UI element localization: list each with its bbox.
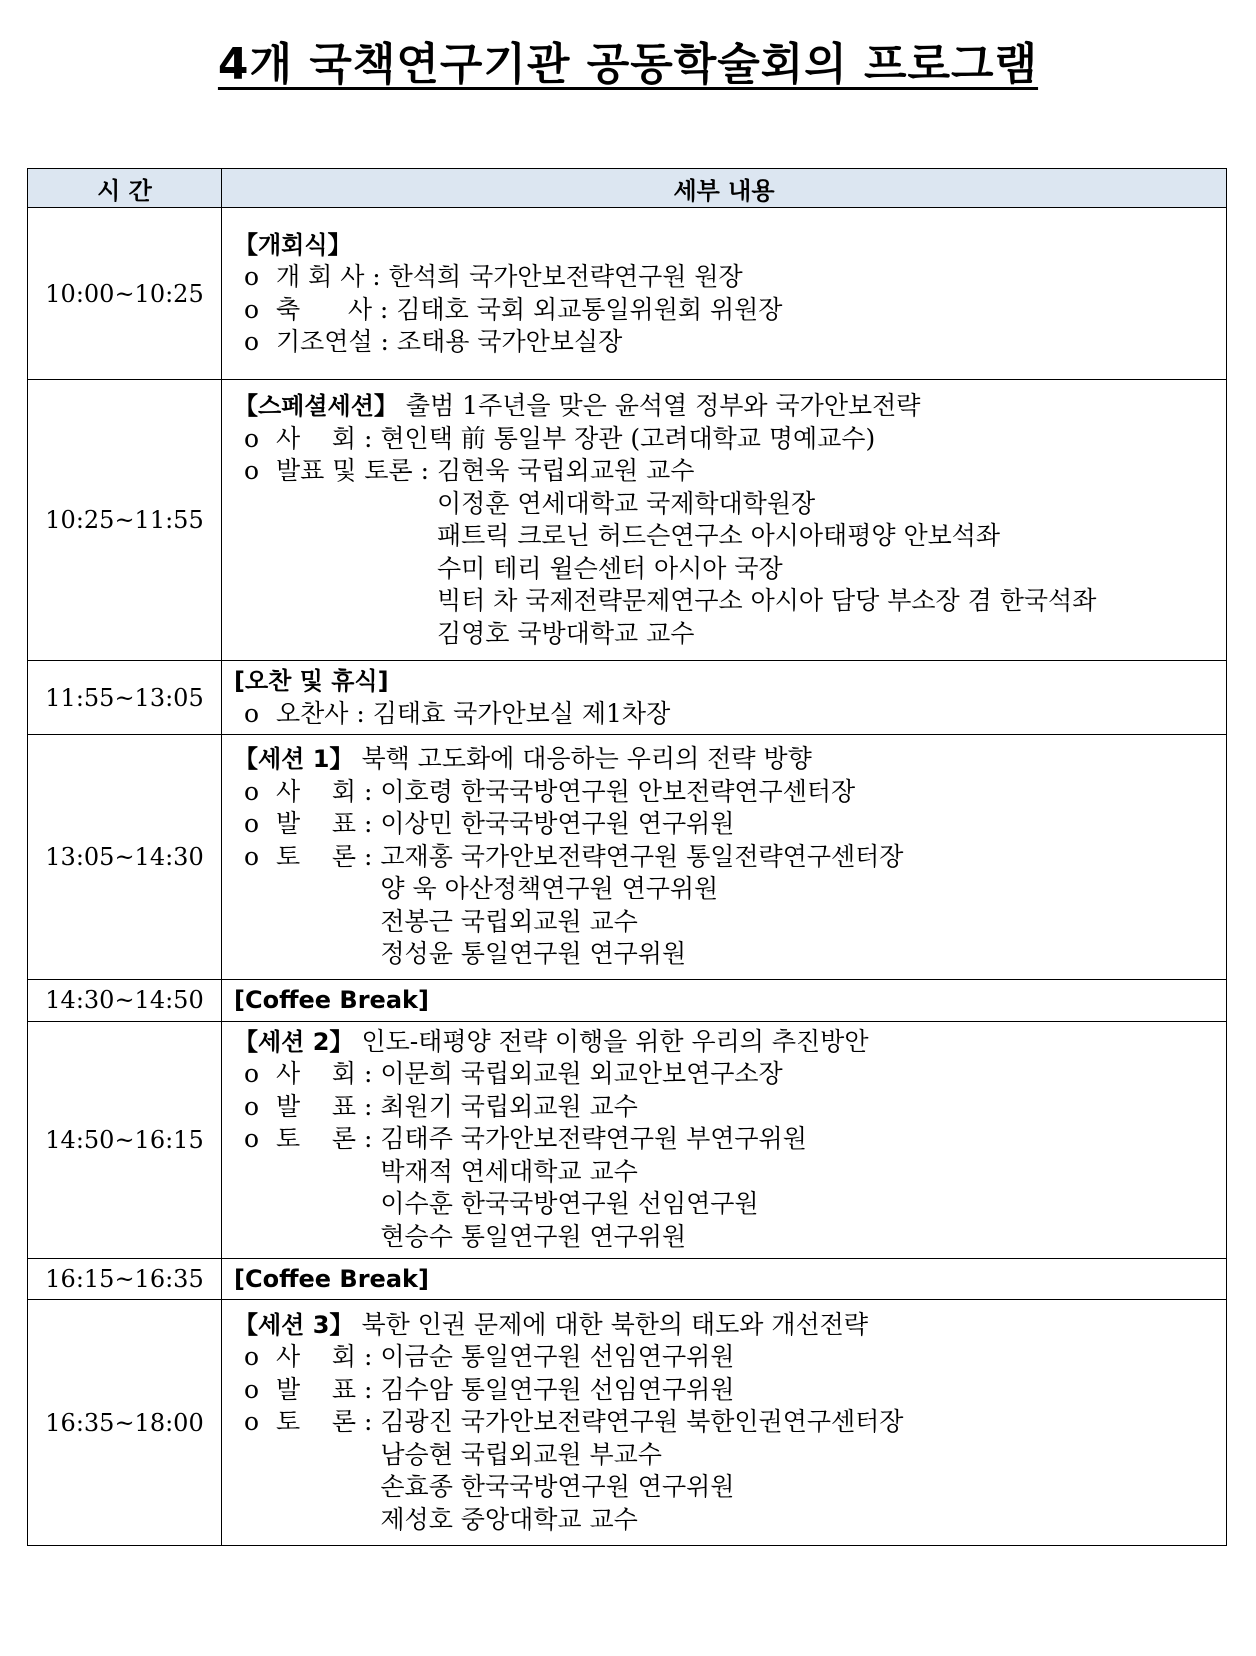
participant-name: 고재홍 국가안보전략연구원 통일전략연구센터장 xyxy=(380,841,904,871)
participant-name: 김수암 통일연구원 선임연구위원 xyxy=(380,1374,735,1404)
participant-item xyxy=(234,841,1226,971)
participant-names xyxy=(396,294,782,327)
bullet-marker: o xyxy=(244,456,260,485)
table-row xyxy=(28,1021,1227,1258)
session-heading xyxy=(234,1026,1226,1059)
participant-name: 제성호 중앙대학교 교수 xyxy=(380,1504,638,1534)
participant-role: 토 론 : xyxy=(276,1407,381,1437)
participant-item xyxy=(234,455,1226,650)
session-label: [Coffee Break] xyxy=(234,986,429,1014)
participant-name: 현인택 前 통일부 장관 (고려대학교 명예교수) xyxy=(380,423,876,453)
time-cell: 11:55~13:05 xyxy=(28,661,222,735)
page-title: 4개 국책연구기관 공동학술회의 프로그램 xyxy=(217,39,1039,90)
participant-names xyxy=(380,1058,782,1091)
participant-name: 김태주 국가안보전략연구원 부연구위원 xyxy=(380,1124,807,1154)
participant-name: 김광진 국가안보전략연구원 북한인권연구센터장 xyxy=(380,1407,904,1437)
participant-item xyxy=(234,261,1226,294)
participant-role: 사 회 : xyxy=(276,776,381,806)
participant-role: 사 회 : xyxy=(276,1342,381,1372)
table-row xyxy=(28,1258,1227,1300)
participant-names xyxy=(380,423,875,456)
participant-role: 발 표 : xyxy=(276,1091,381,1121)
participant-name: 이문희 국립외교원 외교안보연구소장 xyxy=(380,1059,783,1089)
participant-name: 한석희 국가안보전략연구원 원장 xyxy=(388,262,743,291)
session-heading xyxy=(234,665,1226,698)
participant-item xyxy=(234,808,1226,841)
session-label: [Coffee Break] xyxy=(234,1264,429,1293)
participant-names xyxy=(397,326,622,359)
bullet-marker: o xyxy=(244,841,260,871)
participant-name: 이정훈 연세대학교 국제학대학원장 xyxy=(436,488,816,518)
table-header-row xyxy=(28,169,1227,208)
participant-item xyxy=(234,1091,1226,1124)
session-topic: 북핵 고도화에 대응하는 우리의 전략 방향 xyxy=(361,744,812,774)
bullet-marker: o xyxy=(244,1342,260,1372)
session-label: 【세션 3】 xyxy=(234,1310,354,1339)
participant-names xyxy=(380,1091,637,1124)
participant-name: 박재적 연세대학교 교수 xyxy=(380,1156,638,1186)
participant-name: 전봉근 국립외교원 교수 xyxy=(380,906,638,936)
participant-names xyxy=(380,1406,903,1536)
bullet-marker: o xyxy=(244,698,260,728)
session-heading xyxy=(234,390,1226,423)
bullet-marker: o xyxy=(244,1407,260,1437)
session-label: 【개회식】 xyxy=(234,230,352,259)
participant-name: 김현욱 국립외교원 교수 xyxy=(436,456,695,485)
participant-item xyxy=(234,1123,1226,1253)
participant-name: 김태효 국가안보실 제1차장 xyxy=(372,698,671,728)
time-cell: 14:50~16:15 xyxy=(28,1021,222,1258)
bullet-marker: o xyxy=(244,294,260,324)
bullet-marker: o xyxy=(244,776,260,806)
session-topic: 인도-태평양 전략 이행을 위한 우리의 추진방안 xyxy=(361,1026,869,1056)
participant-names xyxy=(389,261,743,294)
participant-name: 양 욱 아산정책연구원 연구위원 xyxy=(380,874,719,904)
session-heading xyxy=(234,1263,1226,1296)
participant-role: 발 표 : xyxy=(276,1374,381,1404)
session-heading xyxy=(234,743,1226,776)
participant-name: 이수훈 한국국방연구원 선임연구원 xyxy=(380,1189,759,1219)
participant-role: 사 회 : xyxy=(276,423,381,453)
participant-role: 개 회 사 : xyxy=(276,262,389,291)
participant-item xyxy=(234,1058,1226,1091)
participant-name: 최원기 국립외교원 교수 xyxy=(380,1091,638,1121)
bullet-marker: o xyxy=(244,423,260,453)
session-label: 【스페셜세션】 xyxy=(234,392,398,420)
time-cell: 14:30~14:50 xyxy=(28,980,222,1022)
participant-role: 기조연설 : xyxy=(276,327,397,356)
detail-cell xyxy=(222,980,1227,1022)
bullet-marker: o xyxy=(244,809,260,839)
header-detail: 세부 내용 xyxy=(222,169,1227,208)
participant-names xyxy=(380,1123,806,1253)
table-row xyxy=(28,208,1227,380)
participant-name: 이호령 한국국방연구원 안보전략연구센터장 xyxy=(380,776,856,806)
participant-name: 이금순 통일연구원 선임연구위원 xyxy=(380,1342,735,1372)
participant-role: 발표 및 토론 : xyxy=(276,456,437,485)
participant-item xyxy=(234,776,1226,809)
participant-role: 오찬사 : xyxy=(276,698,373,728)
bullet-marker: o xyxy=(244,1091,260,1121)
session-topic: 출범 1주년을 맞은 윤석열 정부와 국가안보전략 xyxy=(405,391,921,420)
time-cell: 13:05~14:30 xyxy=(28,735,222,980)
participant-item xyxy=(234,1374,1226,1407)
participant-names xyxy=(380,1374,734,1407)
session-label: [오찬 및 휴식] xyxy=(234,667,389,695)
participant-names xyxy=(437,455,1096,650)
bullet-marker: o xyxy=(244,327,260,356)
table-row xyxy=(28,380,1227,661)
participant-names xyxy=(373,698,670,731)
participant-name: 수미 테리 윌슨센터 아시아 국장 xyxy=(436,553,783,583)
bullet-marker: o xyxy=(244,1059,260,1089)
participant-role: 토 론 : xyxy=(276,841,381,871)
time-cell: 16:15~16:35 xyxy=(28,1258,222,1300)
participant-name: 남승현 국립외교원 부교수 xyxy=(380,1439,662,1469)
bullet-marker: o xyxy=(244,262,260,291)
participant-item xyxy=(234,423,1226,456)
detail-cell xyxy=(222,1300,1227,1546)
participant-names xyxy=(380,776,855,809)
participant-item xyxy=(234,698,1226,731)
session-heading xyxy=(234,229,1226,262)
participant-name: 빅터 차 국제전략문제연구소 아시아 담당 부소장 겸 한국석좌 xyxy=(436,586,1097,615)
detail-cell xyxy=(222,1021,1227,1258)
time-cell: 10:00~10:25 xyxy=(28,208,222,380)
time-cell: 10:25~11:55 xyxy=(28,380,222,661)
participant-name: 정성윤 통일연구원 연구위원 xyxy=(380,939,687,969)
participant-names xyxy=(380,808,734,841)
session-label: 【세션 2】 xyxy=(234,1027,354,1056)
participant-name: 김영호 국방대학교 교수 xyxy=(436,618,695,648)
participant-name: 김태호 국회 외교통일위원회 위원장 xyxy=(396,294,783,324)
session-heading xyxy=(234,1309,1226,1342)
participant-names xyxy=(380,841,903,971)
session-topic: 북한 인권 문제에 대한 북한의 태도와 개선전략 xyxy=(361,1309,868,1339)
detail-cell xyxy=(222,1258,1227,1300)
session-label: 【세션 1】 xyxy=(234,745,354,774)
participant-role: 발 표 : xyxy=(276,809,381,839)
bullet-marker: o xyxy=(244,1374,260,1404)
participant-names xyxy=(380,1341,734,1374)
table-row xyxy=(28,661,1227,735)
participant-item xyxy=(234,1341,1226,1374)
participant-name: 조태용 국가안보실장 xyxy=(396,327,623,356)
bullet-marker: o xyxy=(244,1124,260,1154)
participant-role: 축 사 : xyxy=(276,294,397,324)
participant-name: 이상민 한국국방연구원 연구위원 xyxy=(380,809,735,839)
detail-cell xyxy=(222,661,1227,735)
participant-item xyxy=(234,326,1226,359)
participant-name: 패트릭 크로닌 허드슨연구소 아시아태평양 안보석좌 xyxy=(436,521,1001,550)
table-row xyxy=(28,980,1227,1022)
detail-cell xyxy=(222,208,1227,380)
participant-name: 손효종 한국국방연구원 연구위원 xyxy=(380,1472,735,1502)
time-cell: 16:35~18:00 xyxy=(28,1300,222,1546)
program-table xyxy=(27,168,1227,1546)
detail-cell xyxy=(222,380,1227,661)
participant-item xyxy=(234,294,1226,327)
participant-item xyxy=(234,1406,1226,1536)
header-time: 시 간 xyxy=(28,169,222,208)
participant-role: 사 회 : xyxy=(276,1059,381,1089)
table-row xyxy=(28,1300,1227,1546)
table-row xyxy=(28,735,1227,980)
participant-role: 토 론 : xyxy=(276,1124,381,1154)
session-heading xyxy=(234,984,1226,1017)
participant-name: 현승수 통일연구원 연구위원 xyxy=(380,1221,687,1251)
detail-cell xyxy=(222,735,1227,980)
